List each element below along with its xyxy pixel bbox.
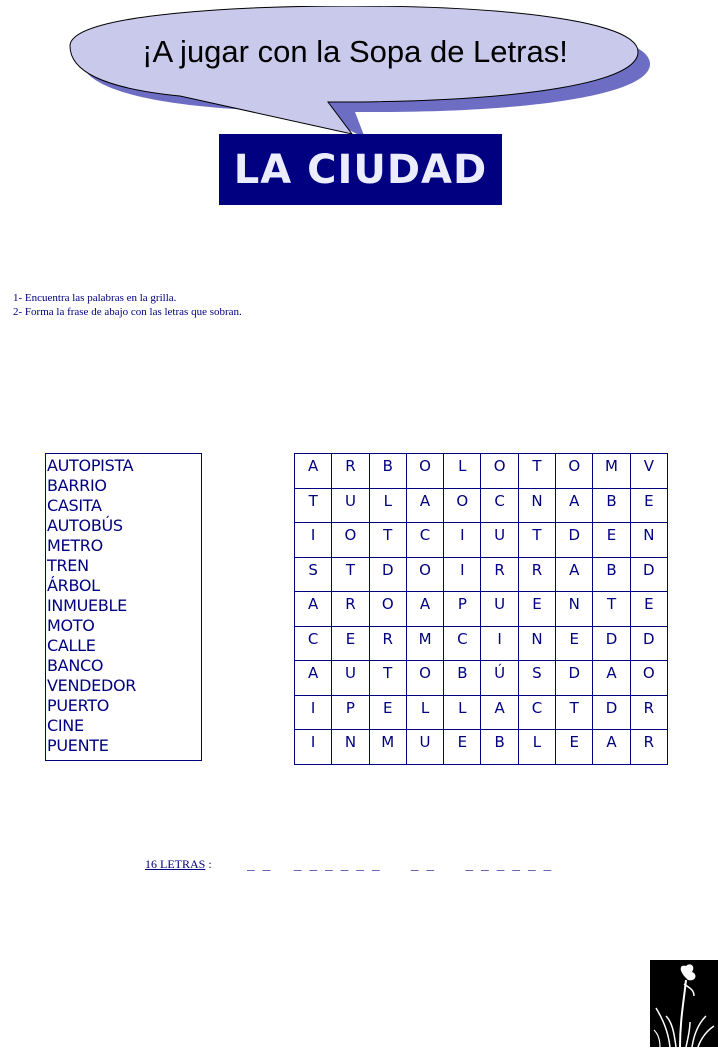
grid-cell[interactable]: R [630, 730, 667, 765]
grid-cell[interactable]: B [369, 454, 406, 489]
word-item: ÁRBOL [47, 576, 100, 595]
grid-cell[interactable]: M [369, 730, 406, 765]
grid-cell[interactable]: T [556, 695, 593, 730]
instruction-1: 1- Encuentra las palabras en la grilla. [13, 292, 177, 304]
grid-cell[interactable]: A [556, 557, 593, 592]
grid-cell[interactable]: A [406, 488, 443, 523]
grid-cell[interactable]: V [630, 454, 667, 489]
grid-cell[interactable]: R [630, 695, 667, 730]
grid-cell[interactable]: D [593, 695, 630, 730]
grid-row [295, 661, 668, 696]
grid-cell[interactable]: D [630, 557, 667, 592]
speech-bubble [60, 6, 650, 136]
word-item: BANCO [47, 656, 104, 675]
grid-cell[interactable]: E [556, 730, 593, 765]
word-item: AUTOPISTA [47, 456, 134, 475]
grid-cell[interactable]: A [295, 592, 332, 627]
grid-cell[interactable]: B [593, 557, 630, 592]
grid-cell[interactable]: N [518, 488, 555, 523]
grid-cell[interactable]: I [481, 626, 518, 661]
grid-cell[interactable]: N [518, 626, 555, 661]
word-item: PUENTE [47, 736, 109, 755]
grid-cell[interactable]: Ú [481, 661, 518, 696]
grid-cell[interactable]: O [369, 592, 406, 627]
grid-cell[interactable]: D [556, 661, 593, 696]
grid-cell[interactable]: B [481, 730, 518, 765]
banner-text: LA CIUDAD [233, 146, 488, 193]
grid-cell[interactable]: I [295, 695, 332, 730]
grid-cell[interactable]: S [518, 661, 555, 696]
grid-cell[interactable]: I [444, 523, 481, 558]
grid-cell[interactable]: M [593, 454, 630, 489]
grid-cell[interactable]: R [369, 626, 406, 661]
grid-cell[interactable]: N [556, 592, 593, 627]
grid-cell[interactable]: P [332, 695, 369, 730]
grid-cell[interactable]: C [444, 626, 481, 661]
grid-cell[interactable]: N [332, 730, 369, 765]
grid-cell[interactable]: N [630, 523, 667, 558]
grid-cell[interactable]: L [444, 695, 481, 730]
grid-cell[interactable]: U [481, 523, 518, 558]
grid-cell[interactable]: A [406, 592, 443, 627]
word-item: BARRIO [47, 476, 107, 495]
grid-row [295, 454, 668, 489]
grid-row [295, 592, 668, 627]
grid-cell[interactable]: E [332, 626, 369, 661]
page-title: ¡A jugar con la Sopa de Letras! [142, 34, 568, 69]
grid-row [295, 695, 668, 730]
grid-cell[interactable]: C [295, 626, 332, 661]
answer-separator: : [205, 857, 212, 871]
grid-cell[interactable]: R [518, 557, 555, 592]
letter-grid [294, 453, 668, 765]
grid-cell[interactable]: O [406, 454, 443, 489]
grid-cell[interactable]: D [556, 523, 593, 558]
grid-cell[interactable]: U [332, 488, 369, 523]
word-item: AUTOBÚS [47, 516, 123, 535]
instruction-2: 2- Forma la frase de abajo con las letras que sobran. [13, 306, 242, 318]
grid-cell[interactable]: R [332, 454, 369, 489]
grid-cell[interactable]: L [406, 695, 443, 730]
grid-row [295, 523, 668, 558]
grid-cell[interactable]: C [406, 523, 443, 558]
grid-cell[interactable]: O [481, 454, 518, 489]
grid-cell[interactable]: A [295, 454, 332, 489]
grid-cell[interactable]: E [518, 592, 555, 627]
grid-cell[interactable]: L [444, 454, 481, 489]
grid-cell[interactable]: A [481, 695, 518, 730]
grid-cell[interactable]: C [481, 488, 518, 523]
instructions [13, 291, 242, 319]
grid-cell[interactable]: U [406, 730, 443, 765]
grid-row [295, 488, 668, 523]
grid-row [295, 557, 668, 592]
grid-cell[interactable]: E [593, 523, 630, 558]
word-list [45, 453, 202, 761]
grid-cell[interactable]: T [518, 454, 555, 489]
grid-cell[interactable]: L [369, 488, 406, 523]
word-item: METRO [47, 536, 103, 555]
grid-cell[interactable]: O [556, 454, 593, 489]
grid-cell[interactable]: O [444, 488, 481, 523]
grid-cell[interactable]: E [630, 488, 667, 523]
grid-cell[interactable]: I [444, 557, 481, 592]
grid-cell[interactable]: A [295, 661, 332, 696]
word-item: TREN [47, 556, 89, 575]
grid-cell[interactable]: T [593, 592, 630, 627]
grid-cell[interactable]: L [518, 730, 555, 765]
grid-cell[interactable]: E [444, 730, 481, 765]
grid-cell[interactable]: D [593, 626, 630, 661]
answer-blanks[interactable]: _ _ _ _ _ _ _ _ _ _ _ _ _ _ _ _ [247, 858, 552, 873]
grid-cell[interactable]: D [630, 626, 667, 661]
flower-icon [650, 960, 718, 1047]
grid-cell[interactable]: A [593, 730, 630, 765]
grid-cell[interactable]: E [369, 695, 406, 730]
grid-cell[interactable]: T [295, 488, 332, 523]
grid-cell[interactable]: I [295, 730, 332, 765]
grid-cell[interactable]: M [406, 626, 443, 661]
grid-cell[interactable]: I [295, 523, 332, 558]
word-item: CINE [47, 716, 84, 735]
title-banner [219, 134, 502, 205]
word-item: CASITA [47, 496, 102, 515]
grid-cell[interactable]: A [593, 661, 630, 696]
grid-cell[interactable]: O [332, 523, 369, 558]
grid-cell[interactable]: T [369, 523, 406, 558]
grid-cell[interactable]: O [406, 661, 443, 696]
grid-cell[interactable]: P [444, 592, 481, 627]
word-item: PUERTO [47, 696, 109, 715]
grid-cell[interactable]: R [332, 592, 369, 627]
grid-cell[interactable]: O [630, 661, 667, 696]
grid-row [295, 730, 668, 765]
grid-cell[interactable]: O [406, 557, 443, 592]
grid-cell[interactable]: A [556, 488, 593, 523]
word-item: VENDEDOR [47, 676, 137, 695]
grid-cell[interactable]: D [369, 557, 406, 592]
grid-cell[interactable]: U [481, 592, 518, 627]
grid-cell[interactable]: B [444, 661, 481, 696]
grid-cell[interactable]: E [556, 626, 593, 661]
grid-cell[interactable]: T [518, 523, 555, 558]
grid-cell[interactable]: R [481, 557, 518, 592]
grid-cell[interactable]: S [295, 557, 332, 592]
grid-cell[interactable]: T [369, 661, 406, 696]
speech-bubble-icon [60, 6, 650, 136]
grid-cell[interactable]: U [332, 661, 369, 696]
answer-label [145, 857, 212, 872]
word-item: MOTO [47, 616, 95, 635]
grid-cell[interactable]: C [518, 695, 555, 730]
word-item: CALLE [47, 636, 96, 655]
word-item: INMUEBLE [47, 596, 127, 615]
grid-cell[interactable]: T [332, 557, 369, 592]
grid-row [295, 626, 668, 661]
answer-count-label: 16 LETRAS [145, 857, 206, 871]
grid-cell[interactable]: E [630, 592, 667, 627]
grid-cell[interactable]: B [593, 488, 630, 523]
